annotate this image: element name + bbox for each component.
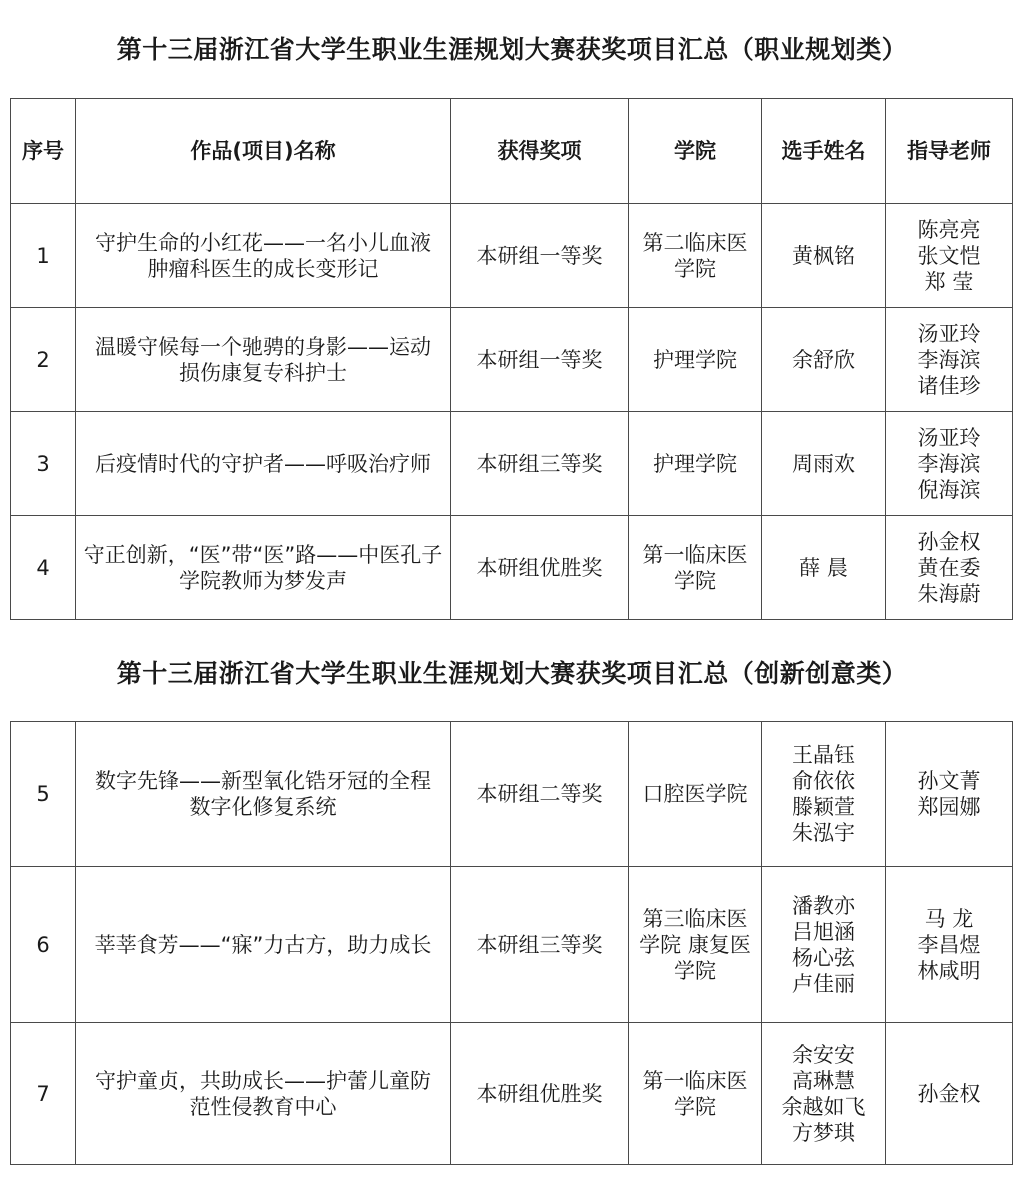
cell-students-line: 高琳慧	[792, 1068, 855, 1093]
cell-title-line: 学院教师为梦发声	[179, 568, 347, 593]
cell-students-line: 余舒欣	[792, 347, 855, 372]
cell-students-line: 余安安	[792, 1042, 855, 1067]
cell-title-line: 范性侵教育中心	[189, 1094, 337, 1119]
cell-teachers-line: 诸佳珍	[917, 373, 981, 398]
cell-teachers-line: 孙金权	[917, 1081, 981, 1106]
cell-college-line: 护理学院	[653, 451, 737, 476]
cell-teachers-line: 李海滨	[917, 451, 981, 476]
cell-no: 1	[11, 204, 76, 308]
cell-teachers	[886, 204, 1013, 308]
cell-students-line: 滕颖萱	[792, 795, 855, 819]
cell-students	[762, 204, 886, 308]
cell-college-line: 第三临床医	[642, 906, 748, 931]
table-header-row	[11, 99, 1013, 204]
cell-title-line: 守正创新，“医”带“医”路——中医孔子	[83, 542, 443, 567]
cell-students-line: 杨心弦	[792, 945, 855, 970]
cell-title-line: 莘莘食芳——“寐”力古方，助力成长	[94, 932, 432, 957]
cell-teachers	[886, 308, 1013, 412]
cell-students-line: 潘教亦	[792, 893, 855, 918]
cell-no: 2	[11, 308, 76, 412]
cell-students	[762, 516, 886, 620]
header-title: 作品(项目)名称	[76, 99, 451, 204]
cell-no: 7	[11, 1023, 76, 1165]
cell-college-line: 学院 康复医	[639, 932, 751, 957]
header-students: 选手姓名	[762, 99, 886, 204]
cell-teachers-line: 孙金权	[917, 529, 981, 554]
cell-students-line: 俞依依	[792, 769, 855, 793]
cell-students-line: 周雨欢	[792, 451, 855, 476]
cell-college-line: 学院	[674, 256, 716, 281]
cell-teachers-line: 倪海滨	[917, 477, 981, 502]
cell-no: 3	[11, 412, 76, 516]
cell-college-line: 护理学院	[653, 347, 737, 372]
cell-award: 本研组二等奖	[451, 722, 629, 867]
cell-college	[629, 867, 762, 1023]
cell-title-line: 后疫情时代的守护者——呼吸治疗师	[95, 451, 431, 476]
cell-teachers-line: 张文恺	[917, 243, 981, 268]
table-row	[11, 722, 1013, 867]
cell-college	[629, 308, 762, 412]
cell-title-line: 守护童贞，共助成长——护蕾儿童防	[95, 1068, 431, 1093]
cell-teachers-line: 林咸明	[917, 958, 981, 983]
cell-college	[629, 204, 762, 308]
cell-teachers-line: 马 龙	[924, 906, 974, 931]
cell-college	[629, 516, 762, 620]
table-row	[11, 412, 1013, 516]
cell-title-line: 肿瘤科医生的成长变形记	[147, 256, 379, 281]
cell-teachers-line: 李海滨	[917, 347, 981, 372]
cell-teachers	[886, 867, 1013, 1023]
cell-teachers-line: 李昌煜	[917, 932, 981, 957]
header-college: 学院	[629, 99, 762, 204]
cell-students	[762, 867, 886, 1023]
cell-college-line: 学院	[674, 958, 716, 983]
cell-teachers-line: 郑园娜	[917, 795, 981, 819]
cell-students-line: 吕旭涵	[792, 919, 855, 944]
cell-students-line: 王晶钰	[792, 743, 855, 767]
cell-teachers-line: 朱海蔚	[917, 581, 981, 606]
cell-college-line: 学院	[674, 1094, 716, 1119]
cell-title-line: 损伤康复专科护士	[179, 360, 347, 385]
cell-award: 本研组优胜奖	[451, 1023, 629, 1165]
cell-students	[762, 412, 886, 516]
cell-title	[76, 1023, 451, 1165]
table-row	[11, 516, 1013, 620]
cell-students-line: 余越如飞	[781, 1094, 866, 1119]
cell-no: 4	[11, 516, 76, 620]
cell-award: 本研组三等奖	[451, 412, 629, 516]
cell-students	[762, 722, 886, 867]
cell-college	[629, 722, 762, 867]
section-title-innovation: 第十三届浙江省大学生职业生涯规划大赛获奖项目汇总（创新创意类）	[116, 659, 908, 688]
header-award: 获得奖项	[451, 99, 629, 204]
cell-college-line: 第一临床医	[642, 1068, 748, 1093]
cell-teachers-line: 孙文菁	[917, 769, 981, 793]
cell-teachers	[886, 1023, 1013, 1165]
cell-award: 本研组一等奖	[451, 308, 629, 412]
cell-title	[76, 308, 451, 412]
cell-college-line: 口腔医学院	[642, 782, 748, 806]
cell-award: 本研组优胜奖	[451, 516, 629, 620]
cell-teachers	[886, 722, 1013, 867]
cell-award: 本研组三等奖	[451, 867, 629, 1023]
cell-teachers	[886, 516, 1013, 620]
cell-title-line: 守护生命的小红花——一名小儿血液	[95, 230, 431, 255]
header-no: 序号	[11, 99, 76, 204]
cell-teachers-line: 郑 莹	[924, 269, 974, 294]
awards-table-career-planning	[10, 98, 1013, 620]
cell-college-line: 学院	[674, 568, 716, 593]
cell-students-line: 朱泓宇	[792, 821, 855, 845]
header-teachers: 指导老师	[886, 99, 1013, 204]
cell-college	[629, 412, 762, 516]
cell-students	[762, 308, 886, 412]
cell-no: 6	[11, 867, 76, 1023]
awards-table-innovation	[10, 721, 1013, 1165]
table-row	[11, 308, 1013, 412]
table-row	[11, 867, 1013, 1023]
cell-title-line: 温暖守候每一个驰骋的身影——运动	[95, 334, 431, 359]
table-row	[11, 1023, 1013, 1165]
cell-title	[76, 204, 451, 308]
cell-students	[762, 1023, 886, 1165]
cell-teachers	[886, 412, 1013, 516]
cell-teachers-line: 汤亚玲	[917, 321, 981, 346]
cell-students-line: 黄枫铭	[792, 243, 855, 268]
cell-title-line: 数字先锋——新型氧化锆牙冠的全程	[95, 769, 431, 793]
cell-students-line: 方梦琪	[792, 1120, 855, 1145]
cell-students-line: 卢佳丽	[792, 971, 855, 996]
cell-no: 5	[11, 722, 76, 867]
cell-title-line: 数字化修复系统	[189, 795, 337, 819]
cell-college-line: 第二临床医	[642, 230, 748, 255]
cell-students-line: 薛 晨	[799, 555, 848, 580]
cell-award: 本研组一等奖	[451, 204, 629, 308]
section-title-career-planning: 第十三届浙江省大学生职业生涯规划大赛获奖项目汇总（职业规划类）	[116, 35, 908, 64]
cell-teachers-line: 黄在委	[917, 555, 981, 580]
cell-title	[76, 412, 451, 516]
cell-title	[76, 722, 451, 867]
cell-teachers-line: 陈亮亮	[917, 217, 981, 242]
cell-teachers-line: 汤亚玲	[917, 425, 981, 450]
cell-title	[76, 516, 451, 620]
table-row	[11, 204, 1013, 308]
cell-college-line: 第一临床医	[642, 542, 748, 567]
cell-college	[629, 1023, 762, 1165]
cell-title	[76, 867, 451, 1023]
